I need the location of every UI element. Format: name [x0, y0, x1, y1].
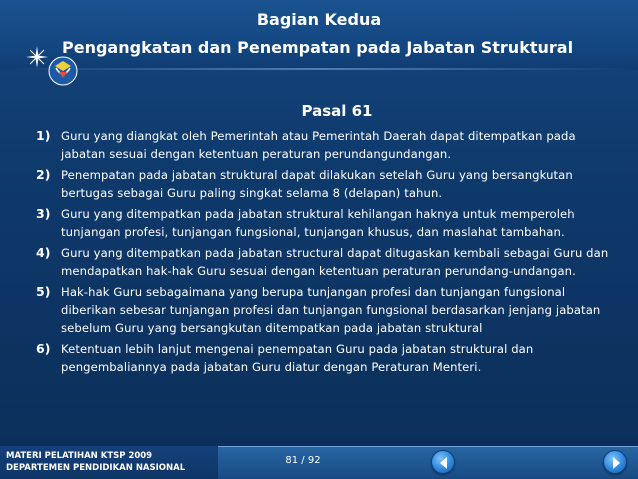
- slide-header: [0, 0, 638, 70]
- footer-line-2: DEPARTEMEN PENDIDIKAN NASIONAL: [6, 463, 186, 473]
- section-title: Bagian Kedua: [256, 10, 382, 29]
- item-text: Guru yang diangkat oleh Pemerintah atau Pemerintah Daerah dapat ditempatkan pada jabatan sesuai dengan ketentuan peraturan perundangundangan.: [61, 129, 576, 161]
- item-number: 4): [36, 245, 51, 260]
- list-item: [36, 340, 621, 376]
- list-item: [36, 205, 621, 241]
- item-text: Hak-hak Guru sebagaimana yang berupa tunjangan profesi dan tunjangan fungsional diberikan sebesar tunjangan profesi dan tunjangan fungsional berdasarkan jenjang jabatan sebelum Guru yang bersangkutan ditempatkan pada jabatan struktural: [61, 285, 601, 335]
- next-slide-button[interactable]: [603, 450, 627, 474]
- footer-caption: [0, 446, 218, 479]
- item-text: Guru yang ditempatkan pada jabatan struktural kehilangan haknya untuk memperoleh tunjangan profesi, tunjangan fungsional, tunjangan khusus, dan maslahat tambahan.: [61, 207, 575, 239]
- item-number: 1): [36, 128, 51, 143]
- list-item: [36, 127, 621, 163]
- list-item: [36, 283, 621, 337]
- item-text: Penempatan pada jabatan struktural dapat dilakukan setelah Guru yang bersangkutan bertugas sebagai Guru paling singkat selama 8 (delapan) tahun.: [61, 168, 573, 200]
- article-heading: Pasal 61: [301, 102, 373, 120]
- arrow-right-icon: [609, 456, 623, 470]
- item-number: 2): [36, 167, 51, 182]
- previous-slide-button[interactable]: [431, 450, 455, 474]
- item-text: Guru yang ditempatkan pada jabatan structural dapat ditugaskan kembali sebagai Guru dan mendapatkan hak-hak Guru sesuai dengan ketentuan peraturan perundang-undangan.: [61, 246, 609, 278]
- list-item: [36, 166, 621, 202]
- item-text: Ketentuan lebih lanjut mengenai penempatan Guru pada jabatan struktural dan pengembaliannya pada jabatan Guru diatur dengan Peraturan Menteri.: [61, 342, 534, 374]
- tut-wuri-handayani-logo: [48, 56, 78, 86]
- item-number: 5): [36, 284, 51, 299]
- footer-line-1: MATERI PELATIHAN KTSP 2009: [6, 451, 153, 461]
- arrow-left-icon: [437, 456, 451, 470]
- sparkle-icon: [26, 46, 48, 68]
- item-number: 3): [36, 206, 51, 221]
- article-list: [36, 127, 621, 379]
- page-indicator: 81 / 92: [285, 455, 321, 466]
- list-item: [36, 244, 621, 280]
- slide-title: Pengangkatan dan Penempatan pada Jabatan Struktural: [62, 38, 574, 57]
- item-number: 6): [36, 341, 51, 356]
